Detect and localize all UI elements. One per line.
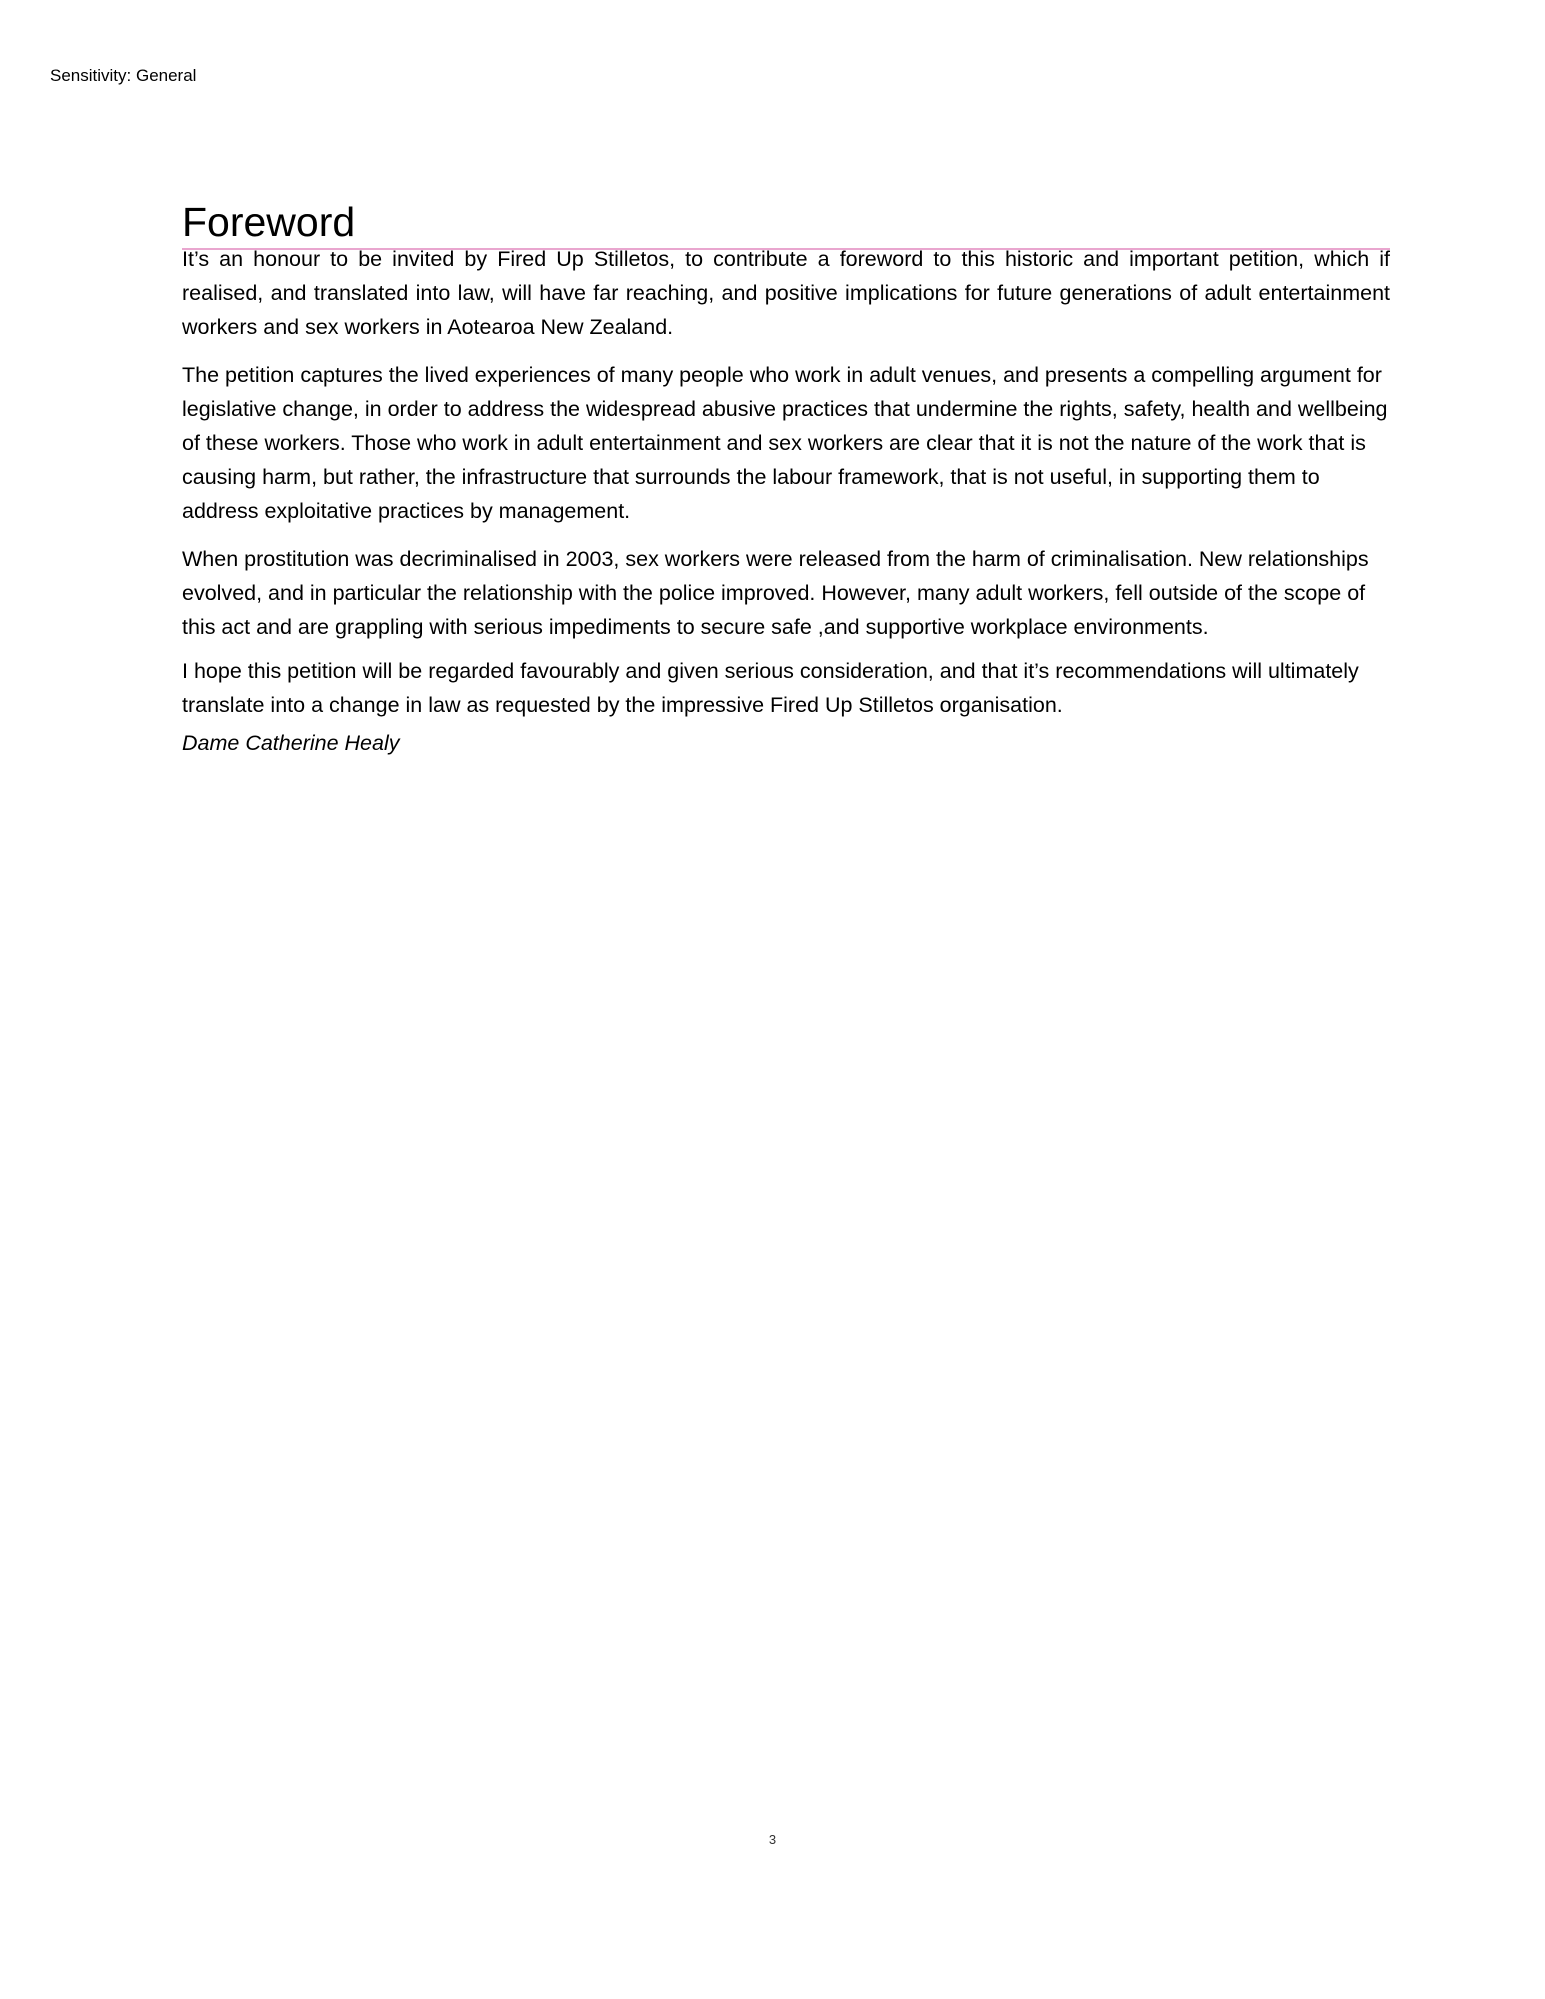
sensitivity-label: Sensitivity: General [50, 66, 197, 85]
signature: Dame Catherine Healy [182, 731, 400, 755]
paragraph-petition: The petition captures the lived experiences of many people who work in adult venues, and presents a compelling argument for legislative change, in order to address the widespread abusive practices that undermine the rights, safety, health and wellbeing of these workers. Those who work in adult entertainment and sex workers are clear that it is not the nature of the work that is causing harm, but rather, the infrastructure that surrounds the labour framework, that is not useful, in supporting them to address exploitative practices by management. [182, 363, 1388, 523]
page-number: 3 [768, 1832, 777, 1847]
paragraph-intro: It’s an honour to be invited by Fired Up Stilletos, to contribute a foreword to this historic and important petition, which if realised, and translated into law, will have far reaching, and positive implications for future generations of adult entertainment workers and sex workers in Aotearoa New Zealand. [182, 247, 1390, 339]
document-body [182, 196, 1390, 760]
page-title: Foreword [182, 199, 356, 245]
paragraph-decriminalisation: When prostitution was decriminalised in 2003, sex workers were released from the harm of criminalisation. New relationships evolved, and in particular the relationship with the police improved. However, many adult workers, fell outside of the scope of this act and are grappling with serious impediments to secure safe ,and supportive workplace environments. [182, 547, 1369, 639]
paragraph-hope: I hope this petition will be regarded favourably and given serious consideration, and that it’s recommendations will ultimately translate into a change in law as requested by the impressive Fired Up Stilletos organisation. [182, 659, 1359, 717]
